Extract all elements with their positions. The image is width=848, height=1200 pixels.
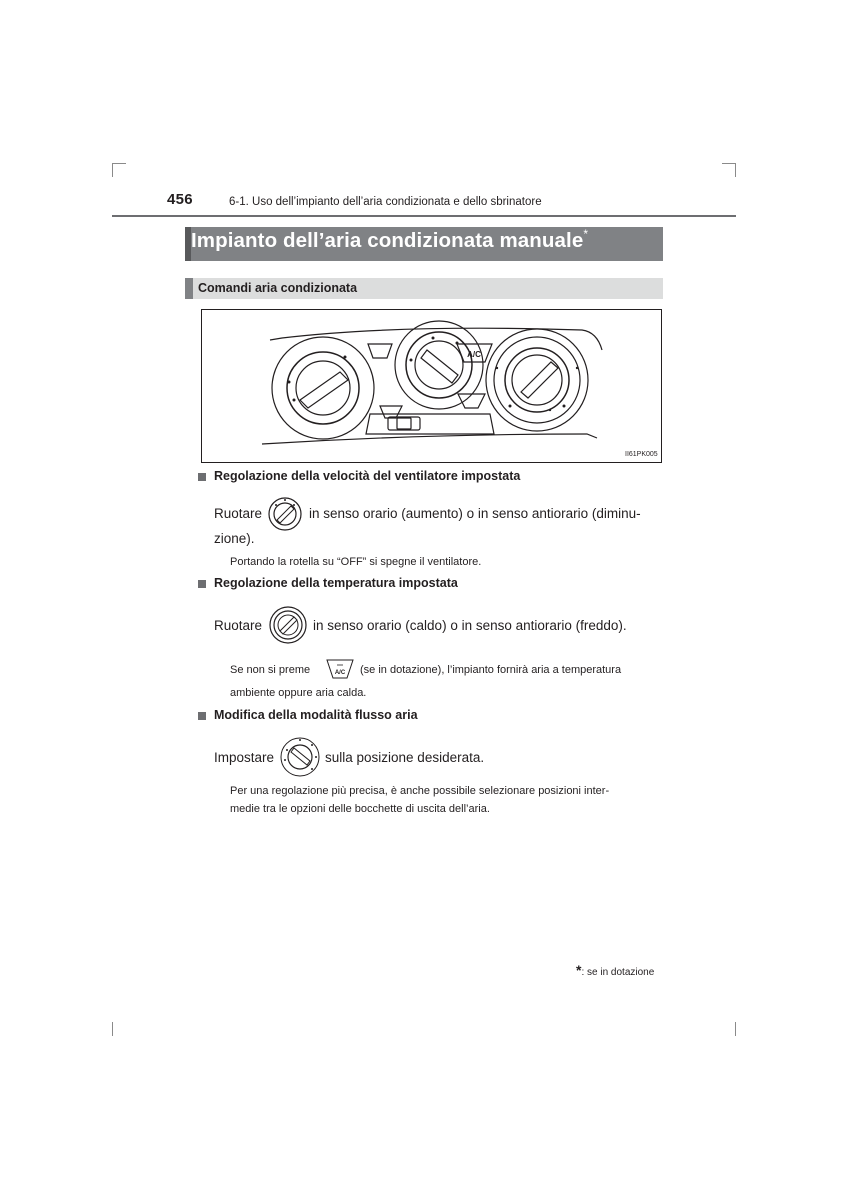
ac-button-icon bbox=[325, 658, 355, 680]
bullet-square bbox=[198, 712, 206, 720]
temp-note-after: (se in dotazione), l’impianto fornirà aria a temperatura bbox=[360, 664, 622, 676]
crop-mark-top-right-h bbox=[722, 163, 736, 164]
control-panel-figure bbox=[201, 309, 662, 463]
crop-mark-bottom-left bbox=[112, 1022, 113, 1036]
crop-mark-top-right-v bbox=[735, 163, 736, 177]
temp-note-before: Se non si preme bbox=[230, 664, 311, 676]
crop-mark-bottom-right bbox=[735, 1022, 736, 1036]
airflow-instruction-after: sulla posizione desiderata. bbox=[325, 750, 485, 765]
airflow-note-line2: medie tra le opzioni delle bocchette di uscita dell’aria. bbox=[230, 803, 490, 815]
crop-mark-top-left-v bbox=[112, 163, 113, 177]
ac-button-label: A/C bbox=[334, 670, 346, 676]
page-title-text: Impianto dell’aria condizionata manuale bbox=[191, 229, 584, 252]
fan-instruction-before: Ruotare bbox=[214, 506, 263, 521]
breadcrumb: 6-1. Uso dell’impianto dell’aria condizionata e dello sbrinatore bbox=[229, 196, 542, 208]
footnote-text: : se in dotazione bbox=[581, 967, 655, 978]
header-rule bbox=[112, 215, 736, 217]
page-number: 456 bbox=[167, 191, 193, 208]
page-title bbox=[191, 229, 588, 253]
subsection-title: Comandi aria condizionata bbox=[198, 281, 358, 295]
airflow-knob-icon bbox=[279, 736, 321, 778]
temp-instruction-after: in senso orario (caldo) o in senso antiorario (freddo). bbox=[313, 618, 627, 633]
bullet-square bbox=[198, 580, 206, 588]
crop-mark-top-left-h bbox=[112, 163, 126, 164]
fan-instruction-cont: zione). bbox=[214, 531, 255, 546]
fan-instruction-after: in senso orario (aumento) o in senso antiorario (diminu- bbox=[309, 506, 641, 521]
figure-ac-label: A/C bbox=[467, 350, 481, 359]
control-panel-illustration bbox=[202, 310, 661, 462]
section-heading-airflow: Modifica della modalità flusso aria bbox=[214, 708, 418, 722]
title-asterisk: * bbox=[583, 227, 589, 241]
airflow-note-line1: Per una regolazione più precisa, è anche possibile selezionare posizioni inter- bbox=[230, 785, 610, 797]
temp-note-cont: ambiente oppure aria calda. bbox=[230, 687, 367, 699]
figure-code: II61PK005 bbox=[625, 451, 658, 458]
temperature-knob-icon bbox=[268, 605, 308, 645]
temp-instruction-before: Ruotare bbox=[214, 618, 263, 633]
fan-knob-icon bbox=[267, 496, 303, 532]
fan-note: Portando la rotella su “OFF” si spegne il ventilatore. bbox=[230, 556, 482, 568]
footnote-asterisk: * bbox=[576, 962, 582, 978]
footnote bbox=[576, 962, 654, 978]
section-heading-fan-speed: Regolazione della velocità del ventilatore impostata bbox=[214, 469, 521, 483]
bullet-square bbox=[198, 473, 206, 481]
subsection-accent bbox=[185, 278, 193, 299]
section-heading-temperature: Regolazione della temperatura impostata bbox=[214, 576, 458, 590]
airflow-instruction-before: Impostare bbox=[214, 750, 275, 765]
